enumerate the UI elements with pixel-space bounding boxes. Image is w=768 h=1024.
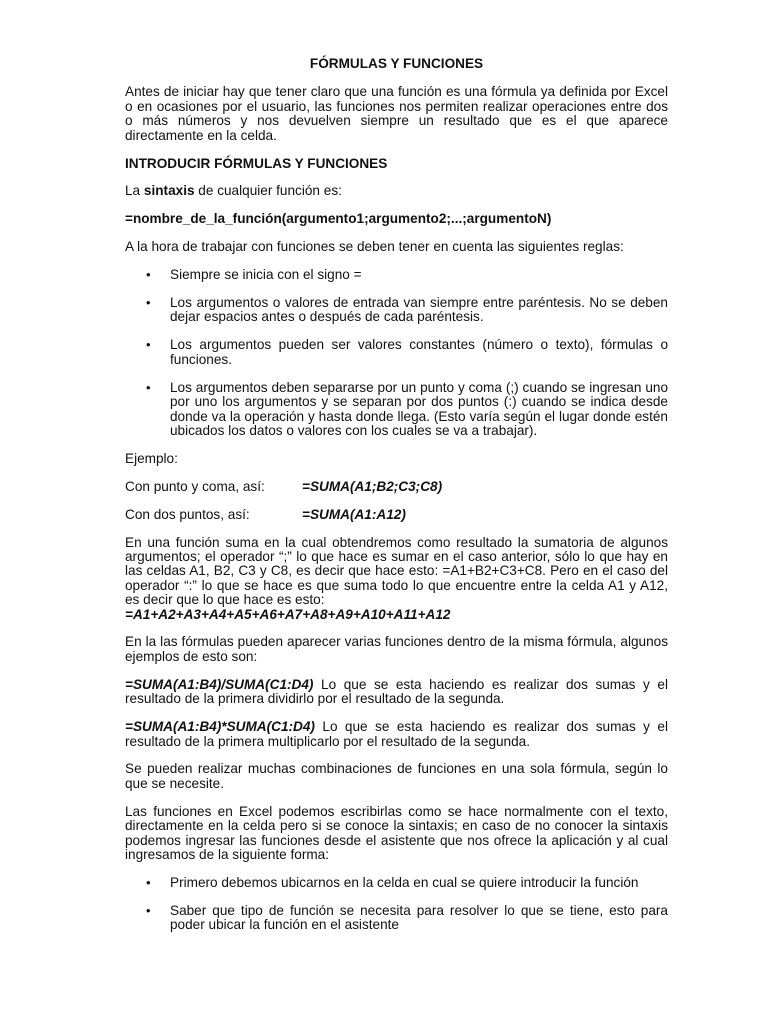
bullet-icon: •: [146, 267, 151, 283]
rules-list: [125, 268, 668, 438]
example-semicolon-row: [125, 480, 668, 494]
syntax-paragraph: [125, 184, 668, 198]
example-semicolon-formula: =SUMA(A1;B2;C3;C8): [302, 478, 443, 494]
list-item: [125, 381, 668, 439]
list-item: [125, 296, 668, 325]
step-text: Primero debemos ubicarnos en la celda en cual se quiere introducir la función: [170, 874, 639, 890]
multiplication-text: Lo que se esta haciendo es realizar dos sumas y el resultado de la primera multiplicarlo por el resultado de la segunda.: [125, 719, 668, 749]
syntax-post: de cualquier función es:: [194, 183, 342, 199]
rule-text: Los argumentos o valores de entrada van siempre entre paréntesis. No se deben dejar espacios antes o después de cada paréntesis.: [170, 295, 668, 325]
syntax-formula: =nombre_de_la_función(argumento1;argumento2;...;argumentoN): [125, 211, 552, 227]
rule-text: Siempre se inicia con el signo =: [170, 267, 362, 283]
division-formula: =SUMA(A1:B4)/SUMA(C1:D4): [125, 676, 314, 692]
intro-paragraph: Antes de iniciar hay que tener claro que una función es una fórmula ya definida por Excel o en ocasiones por el usuario, las funciones nos permiten realizar operaciones entre dos o más números y nos devuelven siempre un resultado que es el que aparece directamente en la celda.: [125, 84, 668, 143]
example-colon-row: [125, 508, 668, 522]
bullet-icon: •: [146, 295, 151, 311]
wizard-intro-paragraph: Las funciones en Excel podemos escribirlas como se hace normalmente con el texto, directamente en la celda pero si se conoce la sintaxis; en caso de no conocer la sintaxis podemos ingresar las funciones desde el asistente que nos ofrece la aplicación y al cual ingresamos de la siguiente forma:: [125, 803, 668, 862]
steps-list: [125, 876, 668, 933]
example-colon-formula: =SUMA(A1:A12): [302, 506, 406, 522]
bullet-icon: •: [146, 874, 151, 890]
explanation-paragraph: En una función suma en la cual obtendremos como resultado la sumatoria de algunos argumentos; el operador “;” lo que hace es sumar en el caso anterior, sólo lo que hay en las celdas A1, B2, C3 y C8, es decir que hace esto: =A1+B2+C3+C8. Pero en el caso del operador “:” lo que se hace es que suma todo lo que encuentre entre la celda A1 y A12, es decir que lo que hace es esto:: [125, 534, 668, 608]
list-item: [125, 904, 668, 933]
syntax-pre: La: [125, 183, 144, 199]
division-example: [125, 678, 668, 707]
document-body: [125, 57, 668, 946]
bullet-icon: •: [146, 337, 151, 353]
step-text: Saber que tipo de función se necesita para resolver lo que se tiene, esto para poder ubicar la función en el asistente: [170, 902, 668, 933]
rule-text: Los argumentos deben separarse por un punto y coma (;) cuando se ingresan uno por uno los argumentos y se separan por dos puntos (:) cuando se indica desde donde va la operación y hasta donde llega. (Esto varía según el lugar donde estén ubicados los datos o valores con los cuales se va a trabajar).: [170, 379, 668, 438]
section-heading: INTRODUCIR FÓRMULAS Y FUNCIONES: [125, 155, 388, 171]
syntax-bold-word: sintaxis: [143, 183, 195, 199]
rule-text: Los argumentos pueden ser valores constantes (número o texto), fórmulas o funciones.: [170, 337, 668, 367]
bullet-icon: •: [146, 902, 151, 918]
list-item: [125, 876, 668, 890]
multiplication-formula: =SUMA(A1:B4)*SUMA(C1:D4): [125, 719, 315, 735]
example-colon-label: Con dos puntos, así:: [125, 506, 250, 522]
rules-intro: A la hora de trabajar con funciones se deben tener en cuenta las siguientes reglas:: [125, 239, 624, 255]
combinations-paragraph: Se pueden realizar muchas combinaciones de funciones en una sola fórmula, según lo que se necesite.: [125, 761, 668, 791]
division-text: Lo que se esta haciendo es realizar dos sumas y el resultado de la primera dividirlo por el resultado de la segunda.: [125, 676, 668, 707]
example-semicolon-label: Con punto y coma, así:: [125, 478, 265, 494]
list-item: [125, 338, 668, 367]
bullet-icon: •: [146, 379, 151, 395]
document-title: FÓRMULAS Y FUNCIONES: [309, 56, 484, 71]
list-item: [125, 268, 668, 282]
explanation-formula: =A1+A2+A3+A4+A5+A6+A7+A8+A9+A10+A11+A12: [125, 606, 451, 622]
example-label: Ejemplo:: [125, 450, 178, 466]
multi-function-intro: En la las fórmulas pueden aparecer varias funciones dentro de la misma fórmula, algunos ejemplos de esto son:: [125, 634, 668, 664]
multiplication-example: [125, 720, 668, 749]
